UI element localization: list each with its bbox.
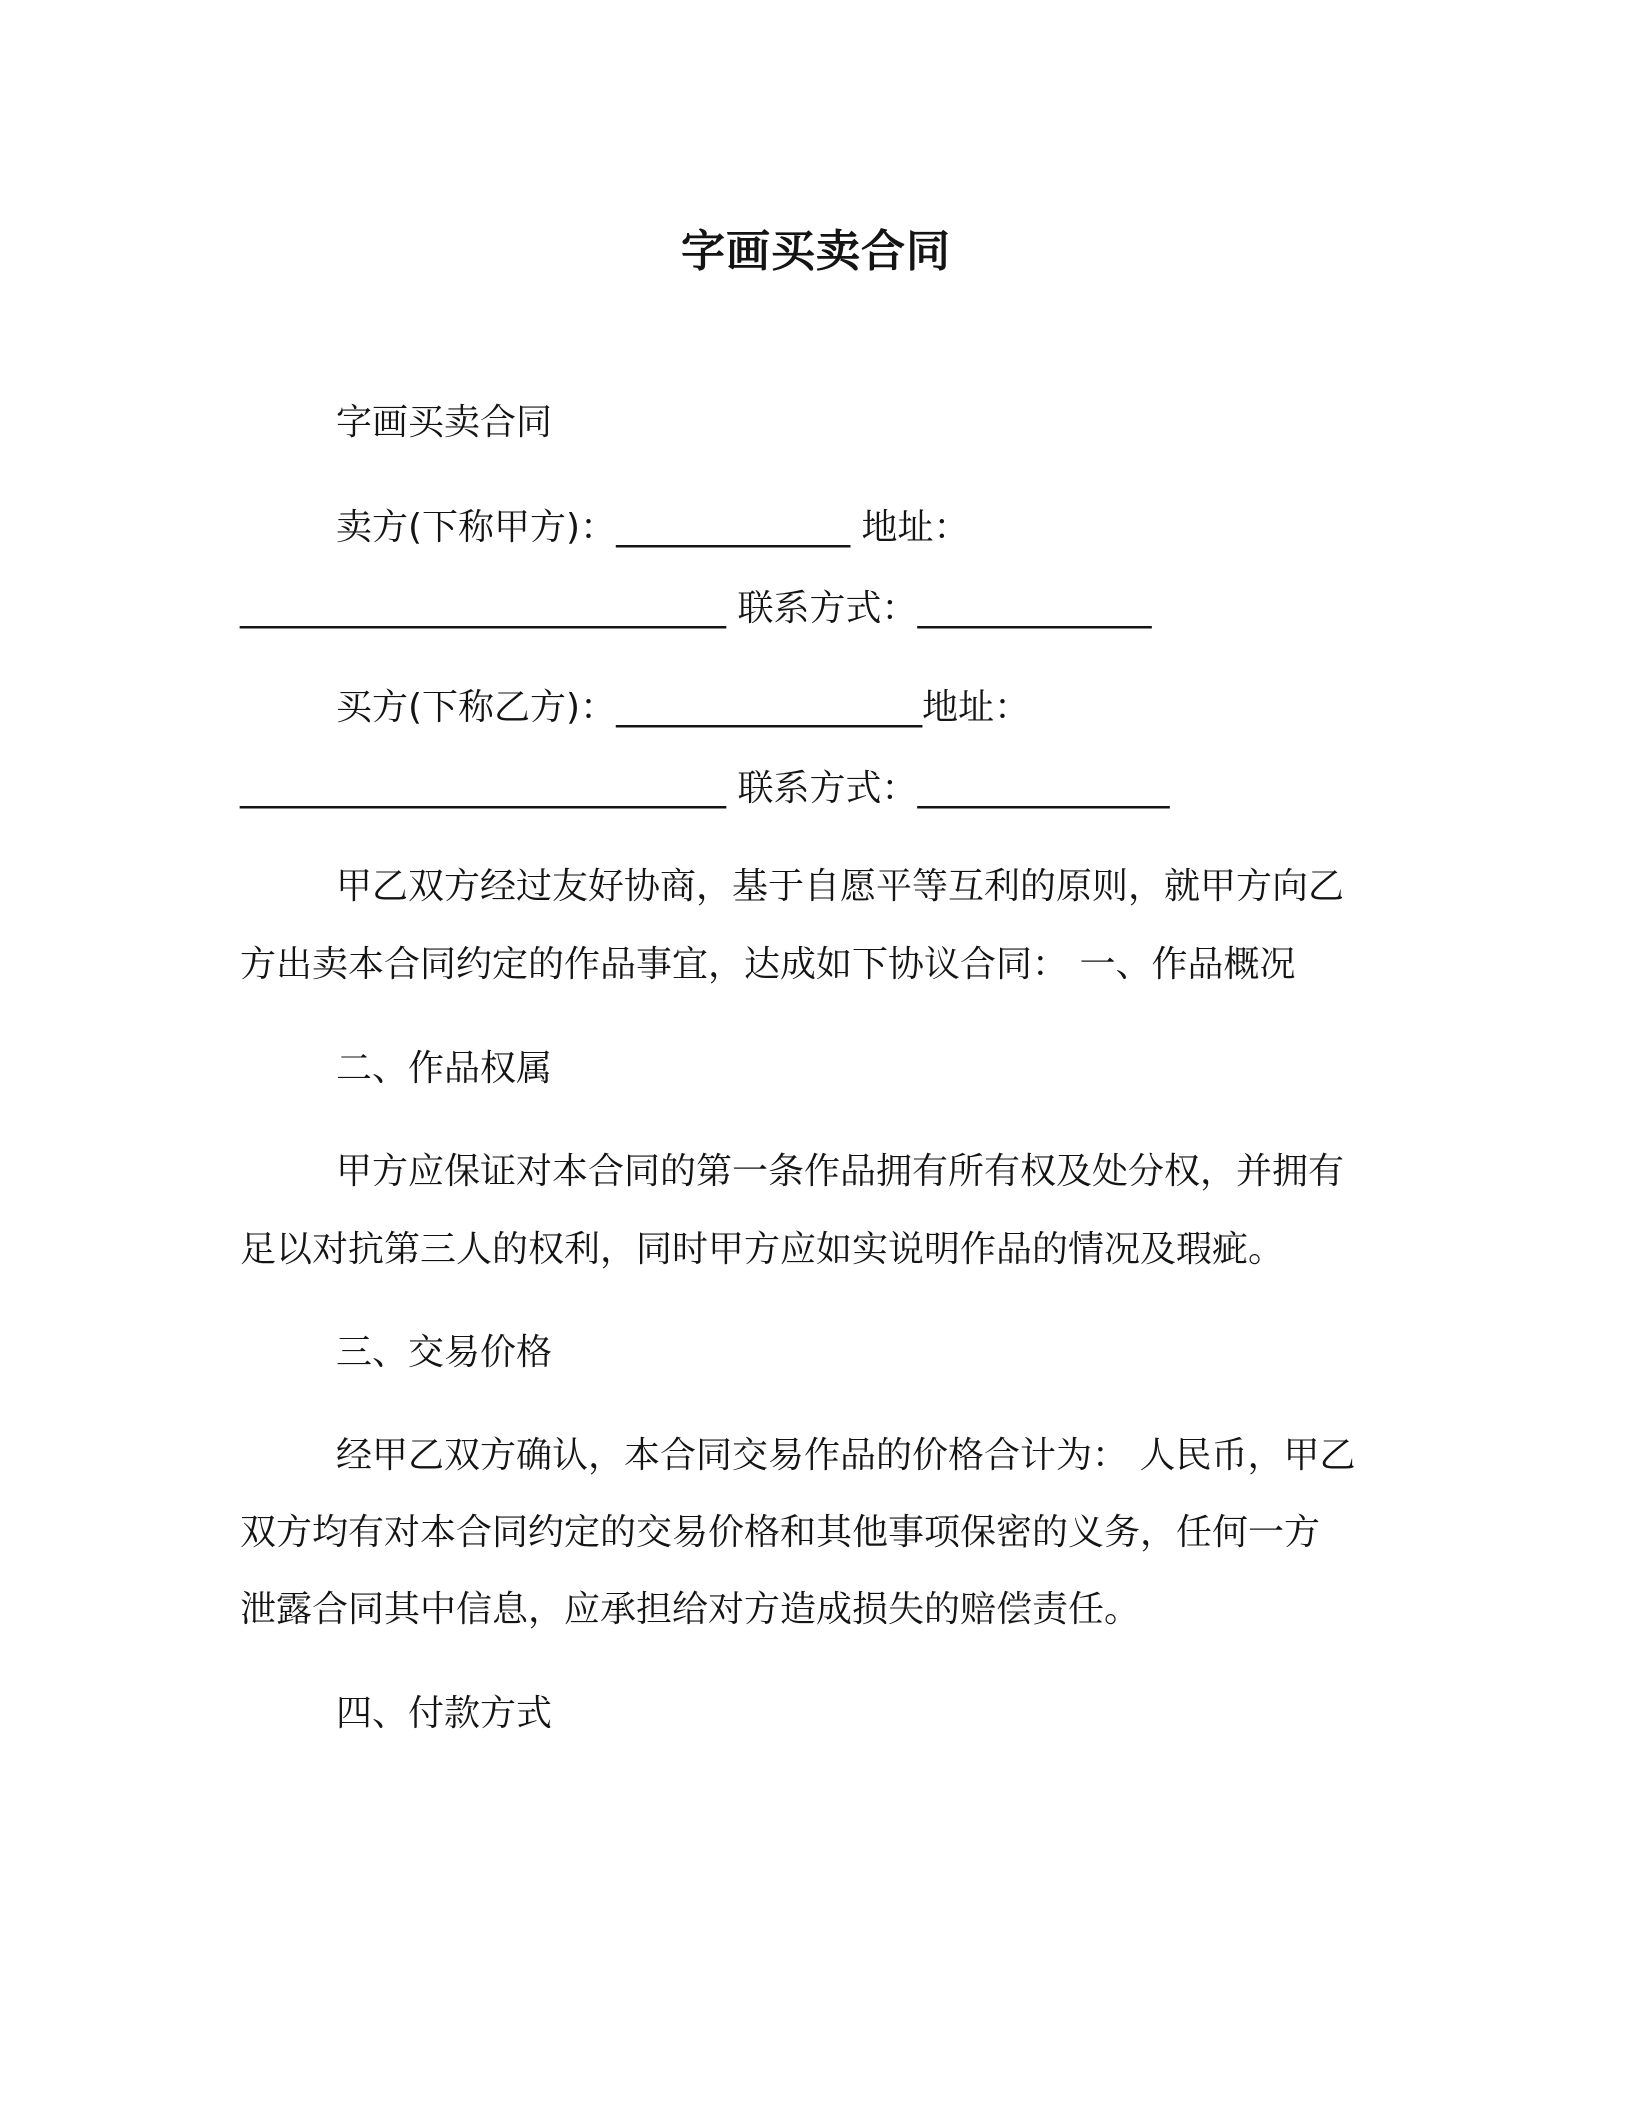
preamble-line-2: 方出卖本合同约定的作品事宜，达成如下协议合同： 一、作品概况 [240, 944, 1296, 985]
section-heading-payment: 四、付款方式 [336, 1693, 553, 1734]
price-line-1: 经甲乙双方确认，本合同交易作品的价格合计为： 人民币，甲乙 [336, 1435, 1356, 1476]
section-heading-price: 三、交易价格 [336, 1332, 553, 1373]
ownership-line-2: 足以对抗第三人的权利，同时甲方应如实说明作品的情况及瑕疵。 [240, 1229, 1285, 1270]
ownership-line-1: 甲方应保证对本合同的第一条作品拥有所有权及处分权，并拥有 [336, 1151, 1345, 1192]
price-line-3: 泄露合同其中信息，应承担给对方造成损失的赔偿责任。 [240, 1589, 1141, 1630]
price-line-2: 双方均有对本合同约定的交易价格和其他事项保密的义务，任何一方 [240, 1512, 1321, 1553]
buyer-contact-line: ___________________________ 联系方式：______________ [240, 768, 1170, 809]
seller-name-line: 卖方(下称甲方)：_____________ 地址： [336, 507, 970, 548]
subtitle-line: 字画买卖合同 [336, 402, 553, 443]
document-title: 字画买卖合同 [681, 226, 951, 277]
seller-contact-line: ___________________________ 联系方式：_____________ [240, 588, 1152, 629]
preamble-line-1: 甲乙双方经过友好协商，基于自愿平等互利的原则，就甲方向乙 [336, 866, 1345, 907]
section-heading-ownership: 二、作品权属 [336, 1048, 553, 1089]
buyer-name-line: 买方(下称乙方)：_________________地址： [336, 687, 1031, 728]
